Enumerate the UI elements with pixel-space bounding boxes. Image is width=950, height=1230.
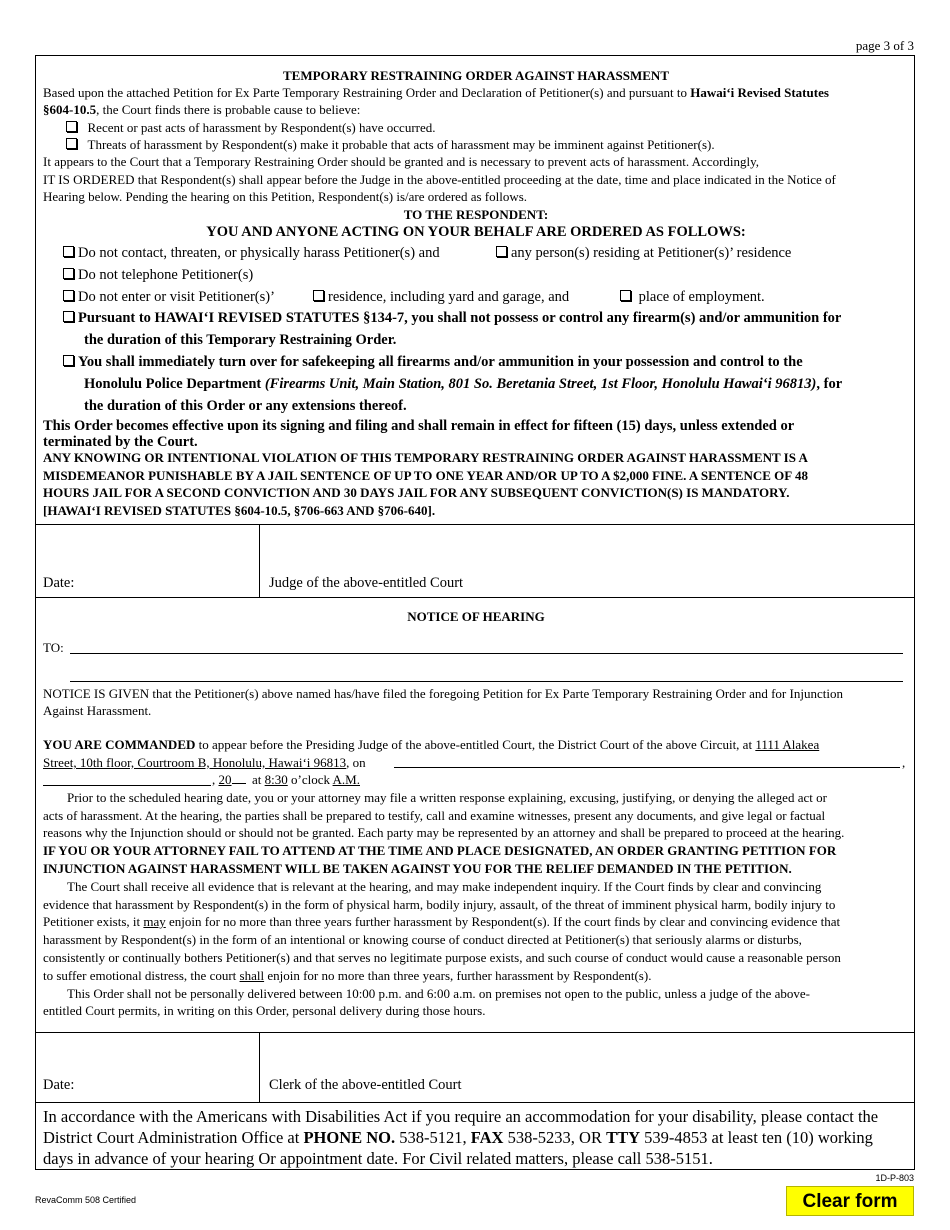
finding-option-threats: Threats of harassment by Respondent(s) make it probable that acts of harassment may be imminent against Petitioner(s). bbox=[66, 136, 715, 154]
order-no-enter: Do not enter or visit Petitioner(s)’ bbox=[63, 287, 275, 308]
checkbox-employment[interactable] bbox=[620, 290, 631, 301]
hearing-month-day-field[interactable] bbox=[43, 785, 211, 786]
checkbox-residence[interactable] bbox=[313, 290, 324, 301]
ada-line3: days in advance of your hearing Or appointment date. For Civil related matters, please call 538-5151. bbox=[43, 1149, 713, 1168]
checkbox-no-contact[interactable] bbox=[63, 246, 74, 257]
prior-line3: reasons why the Injunction should or should not be granted. Each party may be represented by an attorney and shall be prepared to proceed at the hearing. bbox=[43, 825, 845, 840]
delivery-line1: This Order shall not be personally delivered between 10:00 p.m. and 6:00 a.m. on premises not open to the public, unless a judge of the above- bbox=[67, 986, 810, 1001]
checkbox-firearms-possess[interactable] bbox=[63, 311, 74, 322]
finding-option-recent: Recent or past acts of harassment by Respondent(s) have occurred. bbox=[66, 119, 436, 137]
order-firearms-possess-2: the duration of this Temporary Restraining Order. bbox=[84, 332, 397, 348]
checkbox-firearms-turnover[interactable] bbox=[63, 355, 74, 366]
checkbox-no-enter[interactable] bbox=[63, 290, 74, 301]
date-label-2: Date: bbox=[43, 1077, 75, 1093]
divider bbox=[259, 1032, 260, 1102]
footer-certification: RevaComm 508 Certified bbox=[35, 1195, 137, 1205]
order-no-contact: Do not contact, threaten, or physically harass Petitioner(s) and bbox=[63, 243, 440, 264]
delivery-line2: entitled Court permits, in writing on this Order, personal delivery during those hours. bbox=[43, 1003, 486, 1018]
prior-line1: Prior to the scheduled hearing date, you or your attorney may file a written response explaining, excusing, justifying, or denying the alleged act or bbox=[67, 790, 827, 805]
order-employment: place of employment. bbox=[620, 287, 765, 308]
judge-signature-label: Judge of the above-entitled Court bbox=[269, 575, 464, 591]
commanded-line1: YOU ARE COMMANDED to appear before the Presiding Judge of the above-entitled Court, the District Court of the above Circuit, at 1111 Alakea bbox=[43, 737, 820, 752]
warning-line1: ANY KNOWING OR INTENTIONAL VIOLATION OF THIS TEMPORARY RESTRAINING ORDER AGAINST HARASSMENT IS A bbox=[43, 450, 808, 465]
order-firearms-possess-1: Pursuant to HAWAI‘I REVISED STATUTES §134-7, you shall not possess or control any firearm(s) and/or ammunition for bbox=[63, 308, 841, 329]
warning-line3: HOURS JAIL FOR A SECOND CONVICTION AND 30 DAYS JAIL FOR ANY SUBSEQUENT CONVICTION(S) IS MANDATORY. bbox=[43, 485, 790, 500]
fail-line1: IF YOU OR YOUR ATTORNEY FAIL TO ATTEND AT THE TIME AND PLACE DESIGNATED, AN ORDER GRANTING PETITION FOR bbox=[43, 843, 837, 858]
order-residents: any person(s) residing at Petitioner(s)’ residence bbox=[496, 243, 791, 264]
order-firearms-turnover-3: the duration of this Order or any extensions thereof. bbox=[84, 398, 407, 414]
court-line1: The Court shall receive all evidence that is relevant at the hearing, and may make independent inquiry. If the Court finds by clear and convincing bbox=[67, 879, 822, 894]
commanded-line2: Street, 10th floor, Courtroom B, Honolulu, Hawai‘i 96813, on bbox=[43, 755, 366, 770]
warning-line2: MISDEMEANOR PUNISHABLE BY A JAIL SENTENCE OF UP TO ONE YEAR AND/OR UP TO A $2,000 FINE. A SENTENCE OF 48 bbox=[43, 468, 808, 483]
notice-given-2: Against Harassment. bbox=[43, 703, 152, 718]
form-frame bbox=[35, 55, 915, 1170]
order-residence: residence, including yard and garage, and bbox=[313, 287, 569, 308]
divider bbox=[36, 597, 914, 598]
checkbox-no-telephone[interactable] bbox=[63, 268, 74, 279]
ordered-as-follows-heading: YOU AND ANYONE ACTING ON YOUR BEHALF ARE ORDERED AS FOLLOWS: bbox=[206, 224, 746, 240]
tro-para-ordered-1: IT IS ORDERED that Respondent(s) shall appear before the Judge in the above-entitled proceeding at the date, time and place indicated in the Notice of bbox=[43, 172, 836, 187]
clerk-signature-label: Clerk of the above-entitled Court bbox=[269, 1077, 462, 1093]
ada-line2: District Court Administration Office at PHONE NO. 538-5121, FAX 538-5233, OR TTY 539-4853 at least ten (10) working bbox=[43, 1128, 873, 1147]
to-respondent-heading: TO THE RESPONDENT: bbox=[403, 207, 549, 222]
tro-para-ordered-2: Hearing below. Pending the hearing on this Petition, Respondent(s) is/are ordered as follows. bbox=[43, 189, 528, 204]
page-number: page 3 of 3 bbox=[855, 38, 914, 53]
to-line-2[interactable] bbox=[70, 681, 903, 682]
date-label-1: Date: bbox=[43, 575, 75, 591]
court-line3: Petitioner exists, it may enjoin for no more than three years further harassment by Respondent(s). If the court finds by clear and convincing evidence that bbox=[43, 914, 841, 929]
tro-para-appears: It appears to the Court that a Temporary Restraining Order should be granted and is necessary to prevent acts of harassment. Accordingly, bbox=[43, 154, 760, 169]
court-line2: evidence that harassment by Respondent(s) in the form of physical harm, bodily injury, assault, of the threat of imminent physical harm, bodily injury to bbox=[43, 897, 836, 912]
comma: , bbox=[902, 755, 906, 770]
to-label: TO: bbox=[43, 640, 64, 655]
notice-title: NOTICE OF HEARING bbox=[407, 609, 545, 624]
divider bbox=[36, 1032, 914, 1033]
form-code: 1D-P-803 bbox=[875, 1173, 914, 1183]
hearing-year-time: , 20 at 8:30 o’clock A.M. bbox=[212, 772, 360, 787]
tro-intro-line1: Based upon the attached Petition for Ex Parte Temporary Restraining Order and Declaration of Petitioner(s) and pursuant to Hawai‘i Revised Statutes bbox=[43, 85, 829, 100]
fail-line2: INJUNCTION AGAINST HARASSMENT WILL BE TAKEN AGAINST YOU FOR THE RELIEF DEMANDED IN THE PETITION. bbox=[43, 861, 792, 876]
to-line-1[interactable] bbox=[70, 653, 903, 654]
checkbox-threats[interactable] bbox=[66, 138, 77, 149]
checkbox-recent[interactable] bbox=[66, 121, 77, 132]
prior-line2: acts of harassment. At the hearing, the parties shall be prepared to testify, call and examine witnesses, present any documents, and give legal or factual bbox=[43, 808, 826, 823]
divider bbox=[36, 1102, 914, 1103]
checkbox-residents[interactable] bbox=[496, 246, 507, 257]
clear-form-button[interactable]: Clear form bbox=[786, 1186, 914, 1216]
notice-given-1: NOTICE IS GIVEN that the Petitioner(s) above named has/have filed the foregoing Petition for Ex Parte Temporary Restraining Order and for Injunction bbox=[43, 686, 843, 701]
order-firearms-turnover-1: You shall immediately turn over for safekeeping all firearms and/or ammunition in your possession and control to the bbox=[63, 352, 803, 373]
effective-line1: This Order becomes effective upon its signing and filing and shall remain in effect for fifteen (15) days, unless extended or bbox=[43, 418, 795, 434]
hearing-date-field[interactable] bbox=[394, 767, 900, 768]
divider bbox=[36, 524, 914, 525]
court-line6: to suffer emotional distress, the court shall enjoin for no more than three years, further harassment by Respondent(s). bbox=[43, 968, 652, 983]
tro-intro-line2: §604-10.5, the Court finds there is probable cause to believe: bbox=[43, 102, 361, 117]
order-no-telephone: Do not telephone Petitioner(s) bbox=[63, 265, 253, 286]
divider bbox=[259, 524, 260, 597]
tro-title: TEMPORARY RESTRAINING ORDER AGAINST HARASSMENT bbox=[283, 68, 669, 83]
court-line4: harassment by Respondent(s) in the form of an intentional or knowing course of conduct directed at Petitioner(s) that seriously alarms or disturbs, bbox=[43, 932, 802, 947]
order-firearms-turnover-2: Honolulu Police Department (Firearms Unit, Main Station, 801 So. Beretania Street, 1st Floor, Honolulu Hawai‘i 96813), for bbox=[84, 376, 843, 392]
court-line5: consistently or continually bothers Petitioner(s) and that serves no legitimate purpose exists, and such course of conduct would cause a reasonable person bbox=[43, 950, 841, 965]
effective-line2: terminated by the Court. bbox=[43, 434, 198, 450]
warning-line4: [HAWAI‘I REVISED STATUTES §604-10.5, §706-663 AND §706-640]. bbox=[43, 503, 436, 518]
ada-line1: In accordance with the Americans with Disabilities Act if you require an accommodation for your disability, please contact the bbox=[43, 1107, 879, 1126]
